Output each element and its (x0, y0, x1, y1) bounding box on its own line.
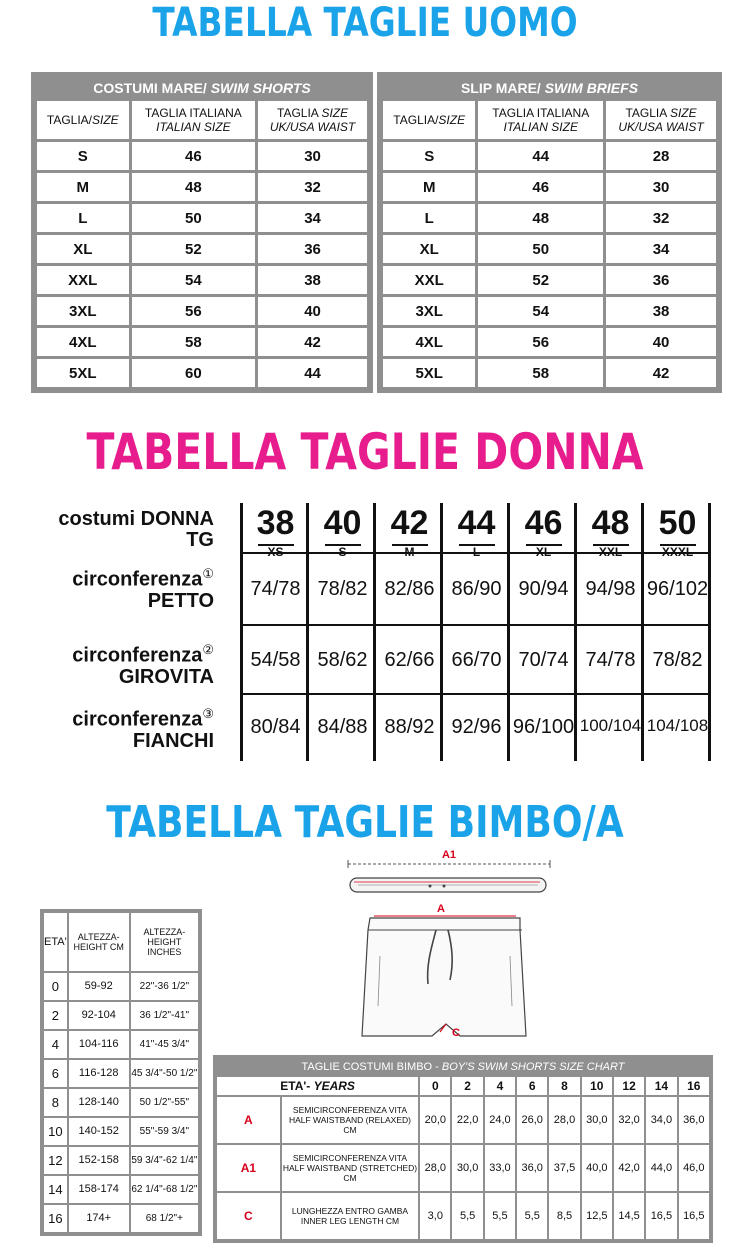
kids-age-cell: 92-104 (69, 1002, 129, 1029)
kids-swim-shorts-chart (213, 1055, 713, 1243)
briefs-cell: 40 (606, 328, 716, 356)
briefs-cell: XXL (383, 266, 475, 294)
kids-chart-value: 16,5 (679, 1193, 709, 1239)
shorts-cell: 4XL (37, 328, 129, 356)
kids-age-cell: 16 (44, 1205, 67, 1232)
women-measure-cell: 94/98 (585, 578, 636, 600)
women-measure-cell: 86/90 (451, 578, 502, 600)
women-size-it: 38 (256, 504, 295, 542)
kids-age-row (44, 1031, 198, 1058)
women-measure-cell: 96/102 (646, 578, 709, 600)
kids-chart-row (217, 1097, 709, 1143)
kids-age-row (44, 1002, 198, 1029)
briefs-cell: 46 (478, 173, 603, 201)
briefs-cell: M (383, 173, 475, 201)
kids-chart-desc: LUNGHEZZA ENTRO GAMBA INNER LEG LENGTH CM (282, 1193, 418, 1239)
kids-age-row (44, 1060, 198, 1087)
kids-chart-value: 37,5 (549, 1145, 579, 1191)
briefs-cell: 50 (478, 235, 603, 263)
shorts-cell: 30 (258, 142, 367, 170)
kids-age-cell: 50 1/2"-55" (131, 1089, 198, 1116)
women-header-label: costumi DONNA TG (58, 508, 214, 551)
kids-age-cell: 12 (44, 1147, 67, 1174)
kids-chart-value: 20,0 (420, 1097, 450, 1143)
kids-chart-age: 10 (582, 1077, 612, 1095)
kids-chart-age: 6 (517, 1077, 547, 1095)
shorts-cell: 32 (258, 173, 367, 201)
women-measure-cell: 78/82 (317, 578, 368, 600)
briefs-cell: 5XL (383, 359, 475, 387)
kids-chart-value: 36,0 (517, 1145, 547, 1191)
briefs-row (383, 328, 716, 356)
women-measure-cell: 74/78 (250, 578, 301, 600)
kids-age-cell: 10 (44, 1118, 67, 1145)
shorts-cell: 50 (132, 204, 256, 232)
kids-chart-value: 30,0 (582, 1097, 612, 1143)
diagram-label-a: A (437, 903, 445, 915)
kids-chart-value: 24,0 (485, 1097, 515, 1143)
kids-chart-value: 28,0 (549, 1097, 579, 1143)
kids-age-height-table (40, 909, 202, 1236)
kids-chart-value: 32,0 (614, 1097, 644, 1143)
kids-chart-age-label: ETA'- YEARS (217, 1077, 418, 1095)
kids-chart-value: 42,0 (614, 1145, 644, 1191)
women-size-it: 42 (390, 504, 429, 542)
briefs-cell: 36 (606, 266, 716, 294)
women-size-header (309, 504, 376, 562)
shorts-row (37, 173, 367, 201)
briefs-caption: SLIP MARE/ SWIM BRIEFS (383, 78, 716, 98)
briefs-cell: 56 (478, 328, 603, 356)
women-row-label-waist: circonferenza② GIROVITA (72, 642, 214, 688)
shorts-header-uk: TAGLIA SIZE UK/USA WAIST (258, 101, 367, 139)
women-grid-line (240, 693, 709, 695)
women-size-table (30, 503, 722, 761)
kids-chart-desc: SEMICIRCONFERENZA VITA HALF WAISTBAND (RELAXED) CM (282, 1097, 418, 1143)
kids-age-row (44, 1118, 198, 1145)
men-size-title: TABELLA TAGLIE UOMO (152, 0, 578, 46)
women-size-header (443, 504, 510, 562)
briefs-cell: 58 (478, 359, 603, 387)
shorts-cell: M (37, 173, 129, 201)
women-size-header (577, 504, 644, 562)
kids-age-cell: 22"-36 1/2" (131, 973, 198, 1000)
kids-age-cell: 116-128 (69, 1060, 129, 1087)
women-measure-cell: 80/84 (250, 716, 301, 738)
shorts-cell: S (37, 142, 129, 170)
kids-age-cell: 140-152 (69, 1118, 129, 1145)
women-size-intl: XS (258, 544, 294, 558)
briefs-cell: XL (383, 235, 475, 263)
women-size-intl: S (325, 544, 361, 558)
kids-age-cell: 36 1/2"-41" (131, 1002, 198, 1029)
shorts-caption: COSTUMI MARE/ SWIM SHORTS (37, 78, 367, 98)
shorts-cell: 34 (258, 204, 367, 232)
kids-age-row (44, 1205, 198, 1232)
shorts-cell: 58 (132, 328, 256, 356)
shorts-row (37, 266, 367, 294)
shorts-cell: 60 (132, 359, 256, 387)
women-measure-cell: 92/96 (451, 716, 502, 738)
briefs-cell: 34 (606, 235, 716, 263)
shorts-cell: XXL (37, 266, 129, 294)
shorts-cell: 46 (132, 142, 256, 170)
women-size-it: 50 (658, 504, 697, 542)
kids-chart-value: 28,0 (420, 1145, 450, 1191)
women-measure-cell: 82/86 (384, 578, 435, 600)
kids-chart-value: 12,5 (582, 1193, 612, 1239)
kids-age-cell: 45 3/4"-50 1/2" (131, 1060, 198, 1087)
kids-chart-value: 22,0 (452, 1097, 482, 1143)
kids-chart-age: 4 (485, 1077, 515, 1095)
kids-chart-row (217, 1193, 709, 1239)
kids-chart-age: 0 (420, 1077, 450, 1095)
kids-age-cell: 6 (44, 1060, 67, 1087)
briefs-row (383, 266, 716, 294)
women-size-header (376, 504, 443, 562)
kids-age-cell: 152-158 (69, 1147, 129, 1174)
shorts-row (37, 204, 367, 232)
shorts-row (37, 235, 367, 263)
kids-age-cell: 14 (44, 1176, 67, 1203)
women-measure-cell: 96/100 (512, 716, 575, 738)
briefs-cell: S (383, 142, 475, 170)
kids-chart-value: 33,0 (485, 1145, 515, 1191)
kids-chart-value: 5,5 (452, 1193, 482, 1239)
briefs-header-size: TAGLIA/SIZE (383, 101, 475, 139)
kids-age-row (44, 973, 198, 1000)
kids-height-inches-header: ALTEZZA-HEIGHT INCHES (131, 913, 198, 971)
briefs-row (383, 173, 716, 201)
briefs-row (383, 235, 716, 263)
kids-age-cell: 59-92 (69, 973, 129, 1000)
shorts-cell: 56 (132, 297, 256, 325)
shorts-cell: 48 (132, 173, 256, 201)
women-size-header (510, 504, 577, 562)
shorts-header-italian: TAGLIA ITALIANA ITALIAN SIZE (132, 101, 256, 139)
kids-chart-value: 34,0 (646, 1097, 676, 1143)
kids-age-row (44, 1147, 198, 1174)
briefs-cell: 30 (606, 173, 716, 201)
women-measure-cell: 90/94 (518, 578, 569, 600)
diagram-label-c: C (452, 1027, 460, 1039)
women-measure-cell: 62/66 (384, 649, 435, 671)
shorts-row (37, 328, 367, 356)
women-size-intl: M (392, 544, 428, 558)
kids-chart-age: 12 (614, 1077, 644, 1095)
kids-age-cell: 0 (44, 973, 67, 1000)
kids-chart-key: A1 (217, 1145, 280, 1191)
kids-chart-desc: SEMICIRCONFERENZA VITA HALF WAISTBAND (STRETCHED) CM (282, 1145, 418, 1191)
briefs-cell: 48 (478, 204, 603, 232)
women-size-title: TABELLA TAGLIE DONNA (86, 423, 644, 481)
shorts-cell: 52 (132, 235, 256, 263)
briefs-cell: 44 (478, 142, 603, 170)
kids-age-cell: 62 1/4"-68 1/2" (131, 1176, 198, 1203)
kids-age-cell: 41"-45 3/4" (131, 1031, 198, 1058)
women-size-intl: XL (526, 544, 562, 558)
shorts-cell: 40 (258, 297, 367, 325)
women-grid-line (240, 624, 709, 626)
kids-age-cell: 104-116 (69, 1031, 129, 1058)
kids-age-row (44, 1176, 198, 1203)
kids-age-row (44, 1089, 198, 1116)
women-measure-cell: 54/58 (250, 649, 301, 671)
shorts-row (37, 297, 367, 325)
kids-chart-value: 40,0 (582, 1145, 612, 1191)
kids-age-cell: 4 (44, 1031, 67, 1058)
shorts-cell: 38 (258, 266, 367, 294)
kids-age-cell: 128-140 (69, 1089, 129, 1116)
diagram-label-a1: A1 (441, 849, 457, 861)
shorts-row (37, 142, 367, 170)
shorts-cell: XL (37, 235, 129, 263)
briefs-cell: 32 (606, 204, 716, 232)
women-size-intl: XXL (593, 544, 629, 558)
women-size-header (242, 504, 309, 562)
briefs-cell: 28 (606, 142, 716, 170)
shorts-header-size: TAGLIA/SIZE (37, 101, 129, 139)
kids-height-cm-header: ALTEZZA-HEIGHT CM (69, 913, 129, 971)
kids-chart-value: 30,0 (452, 1145, 482, 1191)
kids-chart-value: 44,0 (646, 1145, 676, 1191)
kids-chart-value: 16,5 (646, 1193, 676, 1239)
swim-shorts-diagram (340, 846, 560, 1046)
women-measure-cell: 66/70 (451, 649, 502, 671)
briefs-cell: 4XL (383, 328, 475, 356)
briefs-cell: 38 (606, 297, 716, 325)
shorts-cell: 44 (258, 359, 367, 387)
kids-chart-value: 14,5 (614, 1193, 644, 1239)
women-measure-cell: 100/104 (579, 716, 642, 735)
women-size-intl: XXXL (660, 544, 696, 558)
women-size-it: 40 (323, 504, 362, 542)
kids-size-title: TABELLA TAGLIE BIMBO/A (106, 797, 624, 848)
briefs-cell: L (383, 204, 475, 232)
kids-chart-value: 26,0 (517, 1097, 547, 1143)
shorts-row (37, 359, 367, 387)
kids-chart-value: 8,5 (549, 1193, 579, 1239)
women-grid (240, 503, 720, 761)
men-swim-shorts-table (31, 72, 373, 393)
briefs-row (383, 142, 716, 170)
briefs-header-uk: TAGLIA SIZE UK/USA WAIST (606, 101, 716, 139)
women-measure-cell: 104/108 (646, 716, 709, 735)
women-size-header (644, 504, 711, 562)
briefs-header-italian: TAGLIA ITALIANA ITALIAN SIZE (478, 101, 603, 139)
briefs-row (383, 204, 716, 232)
kids-age-cell: 158-174 (69, 1176, 129, 1203)
kids-chart-value: 5,5 (485, 1193, 515, 1239)
women-row-label-hips: circonferenza③ FIANCHI (72, 706, 214, 752)
kids-chart-value: 3,0 (420, 1193, 450, 1239)
women-size-it: 46 (524, 504, 563, 542)
kids-chart-value: 36,0 (679, 1097, 709, 1143)
kids-age-cell: 68 1/2"+ (131, 1205, 198, 1232)
kids-chart-age: 14 (646, 1077, 676, 1095)
kids-age-cell: 174+ (69, 1205, 129, 1232)
kids-chart-key: A (217, 1097, 280, 1143)
kids-chart-value: 46,0 (679, 1145, 709, 1191)
women-measure-cell: 74/78 (585, 649, 636, 671)
women-size-it: 48 (591, 504, 630, 542)
briefs-cell: 52 (478, 266, 603, 294)
shorts-cell: L (37, 204, 129, 232)
briefs-row (383, 359, 716, 387)
shorts-cell: 42 (258, 328, 367, 356)
kids-age-cell: 55"-59 3/4" (131, 1118, 198, 1145)
kids-age-cell: 2 (44, 1002, 67, 1029)
women-size-intl: L (459, 544, 495, 558)
women-measure-cell: 84/88 (317, 716, 368, 738)
kids-age-cell: 8 (44, 1089, 67, 1116)
briefs-cell: 54 (478, 297, 603, 325)
kids-chart-value: 5,5 (517, 1193, 547, 1239)
women-measure-cell: 88/92 (384, 716, 435, 738)
shorts-cell: 3XL (37, 297, 129, 325)
kids-chart-age: 16 (679, 1077, 709, 1095)
women-measure-cell: 78/82 (652, 649, 703, 671)
shorts-cell: 5XL (37, 359, 129, 387)
kids-age-header: ETA' (44, 913, 67, 971)
women-measure-cell: 58/62 (317, 649, 368, 671)
kids-age-cell: 59 3/4"-62 1/4" (131, 1147, 198, 1174)
men-swim-briefs-table (377, 72, 722, 393)
kids-chart-age: 2 (452, 1077, 482, 1095)
women-size-it: 44 (457, 504, 496, 542)
women-row-label-chest: circonferenza① PETTO (72, 566, 214, 612)
women-measure-cell: 70/74 (518, 649, 569, 671)
briefs-row (383, 297, 716, 325)
briefs-cell: 3XL (383, 297, 475, 325)
shorts-cell: 36 (258, 235, 367, 263)
kids-chart-caption: TAGLIE COSTUMI BIMBO - BOY'S SWIM SHORTS SIZE CHART (217, 1059, 709, 1075)
kids-chart-age: 8 (549, 1077, 579, 1095)
kids-chart-row (217, 1145, 709, 1191)
shorts-cell: 54 (132, 266, 256, 294)
kids-chart-key: C (217, 1193, 280, 1239)
briefs-cell: 42 (606, 359, 716, 387)
